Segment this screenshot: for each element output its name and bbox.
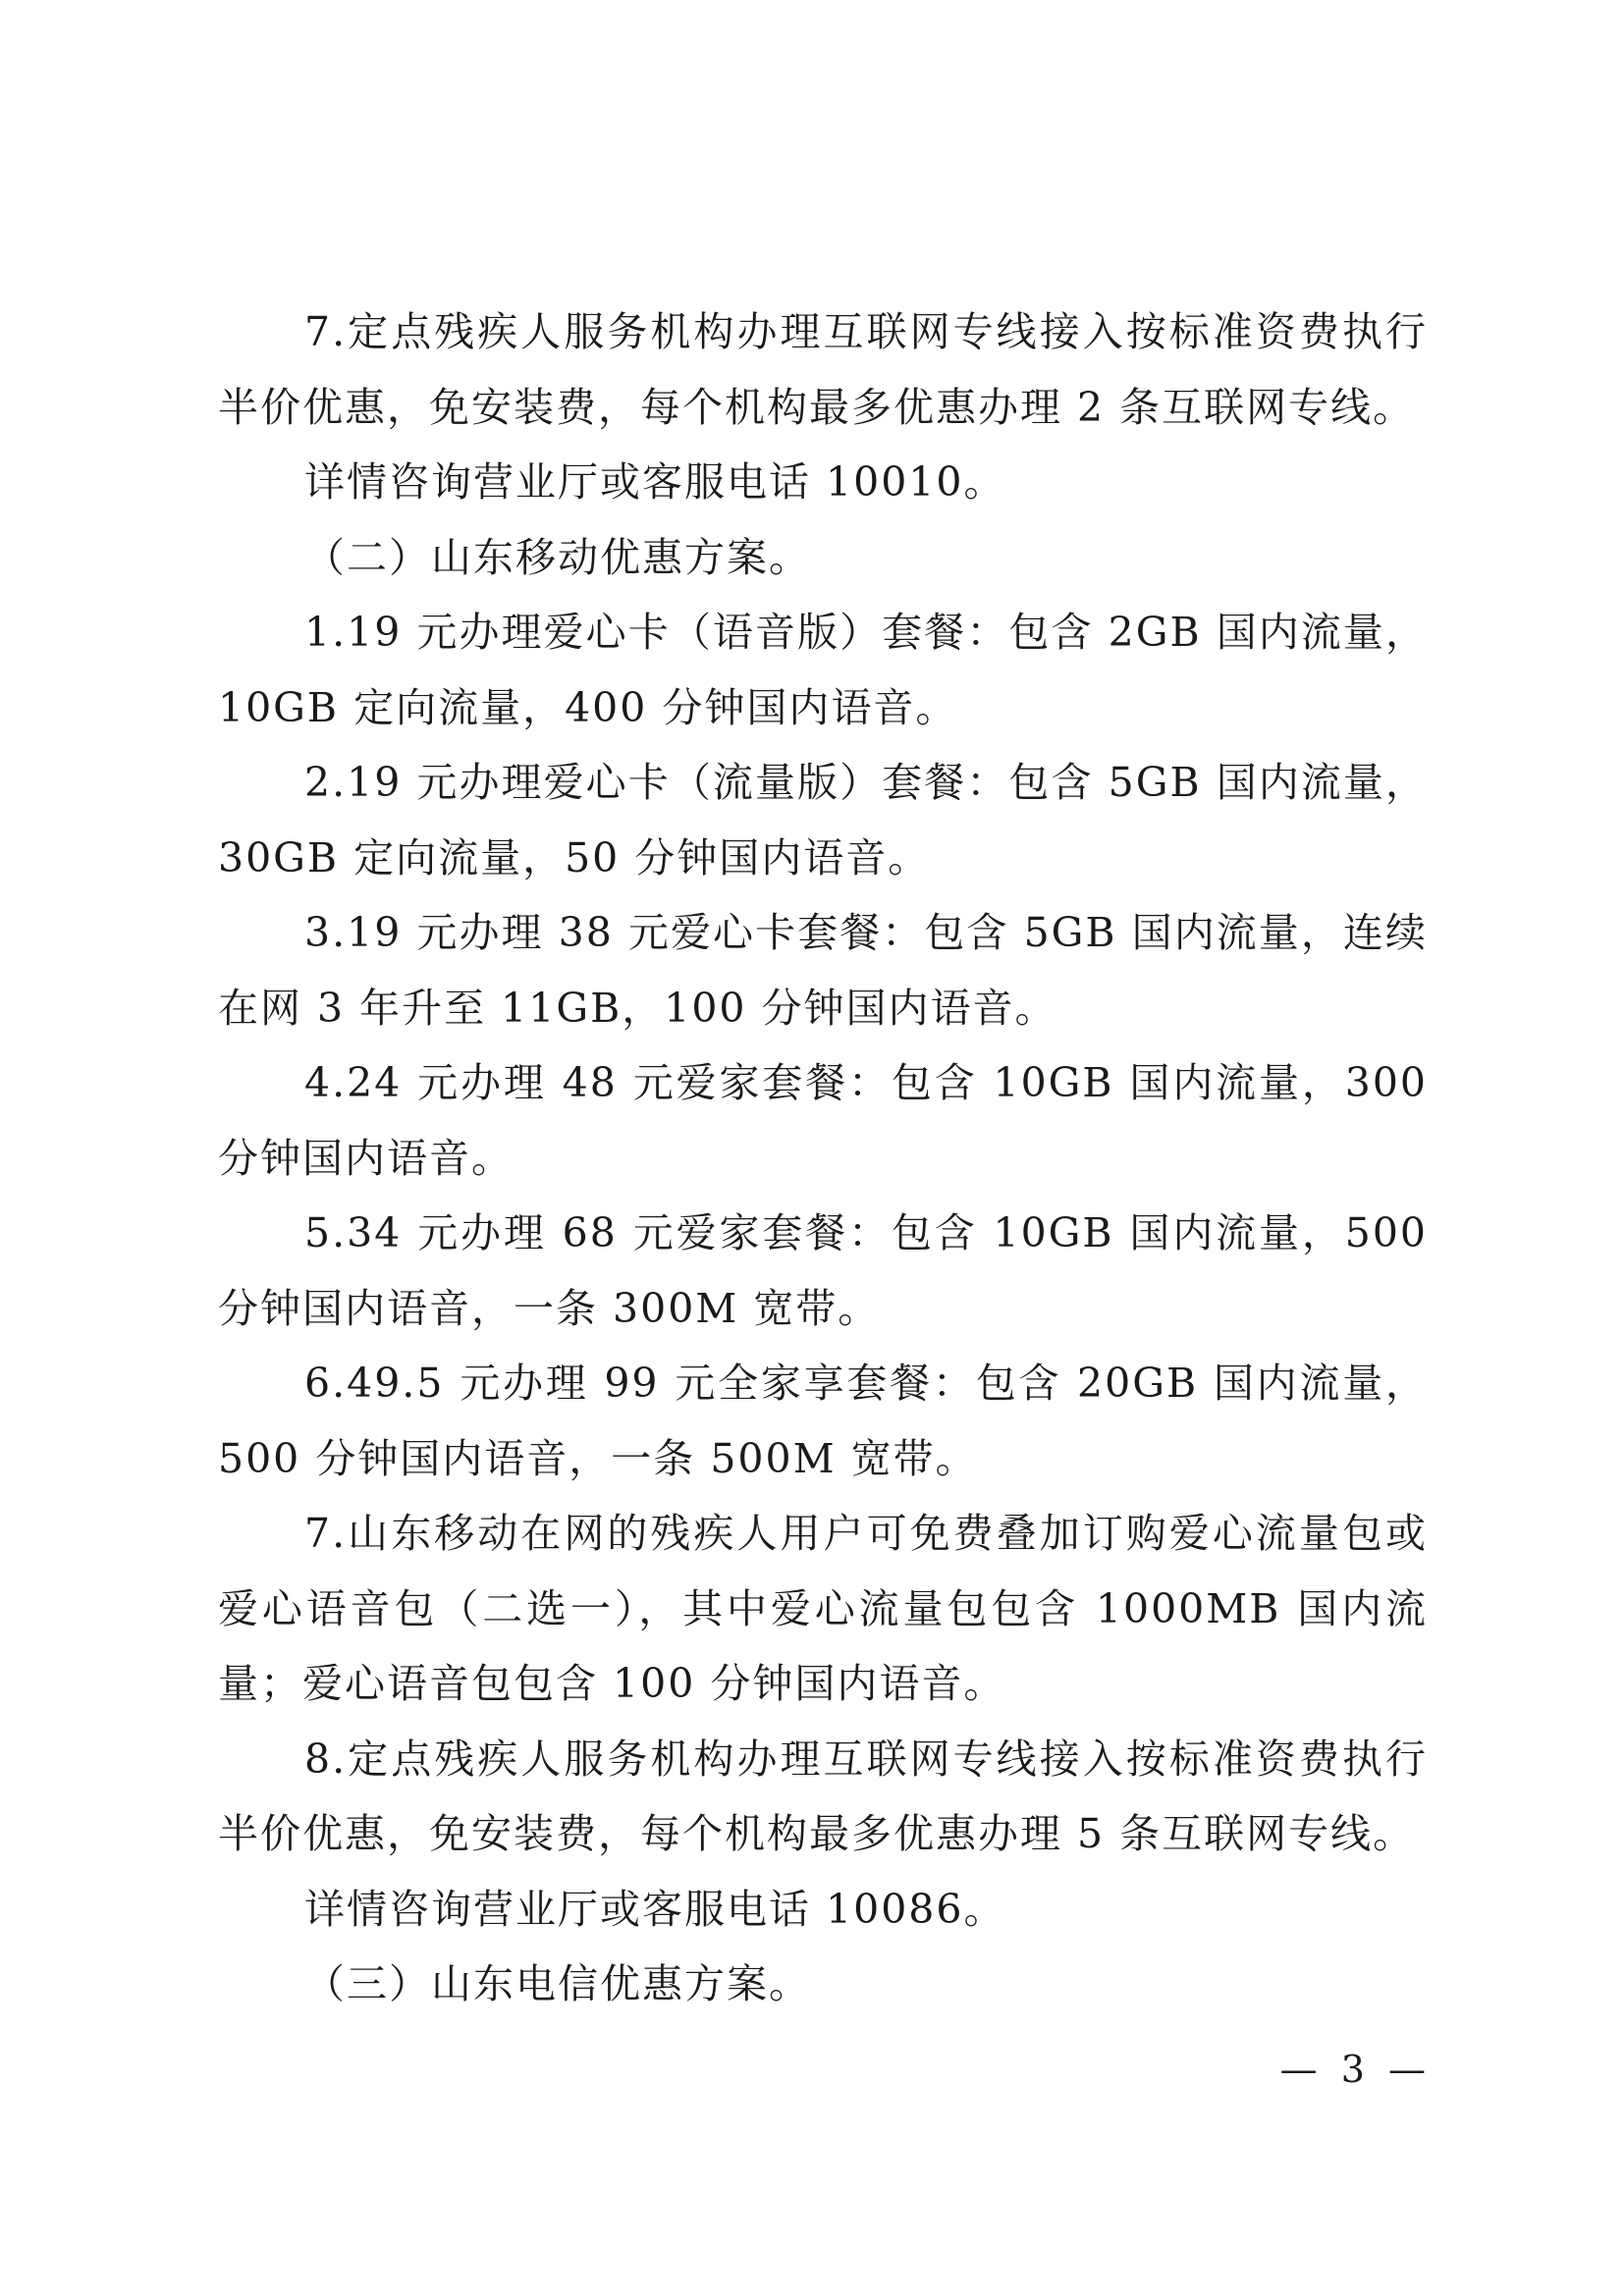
paragraph-mobile-item-1: 1.19 元办理爱心卡（语音版）套餐：包含 2GB 国内流量，10GB 定向流量，400 分钟国内语音。: [218, 609, 1428, 731]
paragraph-mobile-item-8: 8.定点残疾人服务机构办理互联网专线接入按标准资费执行半价优惠，免安装费，每个机构最多优惠办理 5 条互联网专线。: [218, 1735, 1428, 1857]
section-heading-shandong-telecom: （三）山东电信优惠方案。: [304, 1960, 811, 2007]
paragraph-mobile-contact: 详情咨询营业厅或客服电话 10086。: [304, 1885, 1006, 1933]
paragraph-mobile-item-7: 7.山东移动在网的残疾人用户可免费叠加订购爱心流量包或爱心语音包（二选一），其中爱心流量包包含 1000MB 国内流量；爱心语音包包含 100 分钟国内语音。: [218, 1510, 1428, 1707]
page-number: — 3 —: [1279, 2048, 1432, 2091]
paragraph-unicom-contact: 详情咨询营业厅或客服电话 10010。: [304, 458, 1006, 506]
paragraph-telecom-item-7: 7.定点残疾人服务机构办理互联网专线接入按标准资费执行半价优惠，免安装费，每个机构最多优惠办理 2 条互联网专线。: [218, 308, 1428, 431]
paragraph-mobile-item-6: 6.49.5 元办理 99 元全家享套餐：包含 20GB 国内流量，500 分钟国内语音，一条 500M 宽带。: [218, 1360, 1428, 1482]
paragraph-mobile-item-2: 2.19 元办理爱心卡（流量版）套餐：包含 5GB 国内流量，30GB 定向流量，50 分钟国内语音。: [218, 759, 1428, 881]
document-body: [218, 294, 1428, 2022]
paragraph-mobile-item-4: 4.24 元办理 48 元爱家套餐：包含 10GB 国内流量，300 分钟国内语音。: [218, 1059, 1428, 1182]
paragraph-mobile-item-3: 3.19 元办理 38 元爱心卡套餐：包含 5GB 国内流量，连续在网 3 年升至 11GB，100 分钟国内语音。: [218, 909, 1428, 1032]
paragraph-mobile-item-5: 5.34 元办理 68 元爱家套餐：包含 10GB 国内流量，500 分钟国内语音，一条 300M 宽带。: [218, 1209, 1428, 1332]
section-heading-shandong-mobile: （二）山东移动优惠方案。: [304, 533, 811, 581]
